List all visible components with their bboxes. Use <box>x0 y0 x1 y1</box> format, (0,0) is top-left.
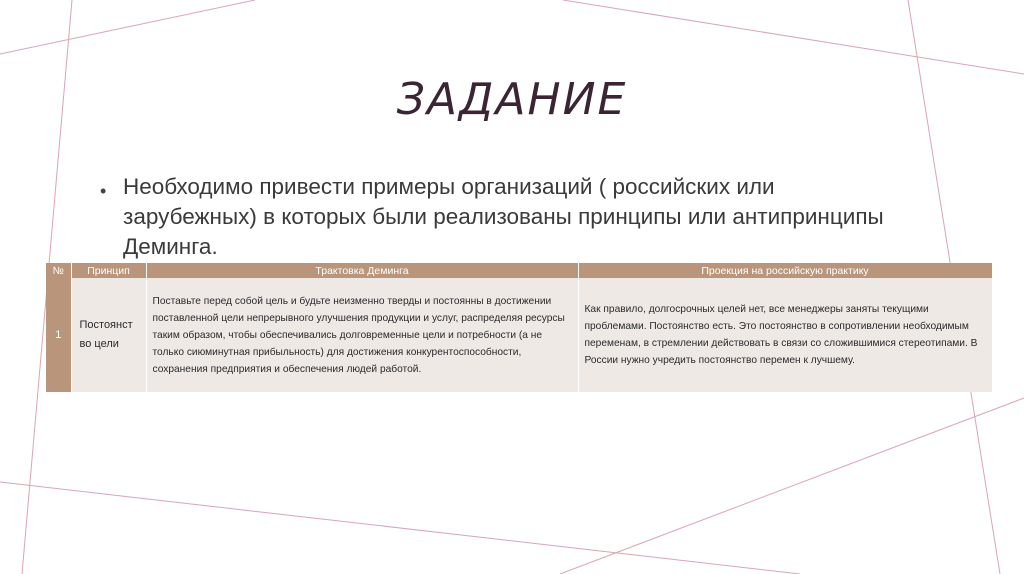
cell-interpretation: Поставьте перед собой цель и будьте неизменно тверды и постоянны в достижении поставленной цели непрерывного улучшения продукции и услуг, распределяя ресурсы таким образом, чтобы обеспечивались долговременные цели и потребности (а не только сиюминутная прибыльность) для достижения конкурентоспособности, сохранения предприятия и обеспечения людей работой. <box>146 278 578 392</box>
slide-title: ЗАДАНИЕ <box>396 74 628 125</box>
header-num: № <box>46 263 71 278</box>
table-header-row <box>46 263 992 278</box>
header-projection: Проекция на российскую практику <box>578 263 992 278</box>
table-row <box>46 278 992 392</box>
deming-table <box>46 263 993 392</box>
bullet-text: Необходимо привести примеры организаций ( российских или зарубежных) в которых были реализованы принципы или антипринципы Деминга. <box>123 174 884 259</box>
deco-line <box>0 0 255 54</box>
header-principle: Принцип <box>71 263 146 278</box>
deco-line <box>563 0 1024 74</box>
cell-projection: Как правило, долгосрочных целей нет, все менеджеры заняты текущими проблемами. Постоянство есть. Это постоянство в сопротивлении необходимым переменам, в стремлении действовать в связи со сложившимися стереотипами. В России нужно учредить постоянство перемен к лучшему. <box>578 278 992 392</box>
bullet-dot-icon: • <box>100 181 107 201</box>
deco-line <box>560 398 1024 574</box>
header-interpretation: Трактовка Деминга <box>146 263 578 278</box>
cell-num: 1 <box>46 278 71 392</box>
bullet-list <box>100 172 890 262</box>
cell-principle: Постоянст во цели <box>71 278 146 392</box>
